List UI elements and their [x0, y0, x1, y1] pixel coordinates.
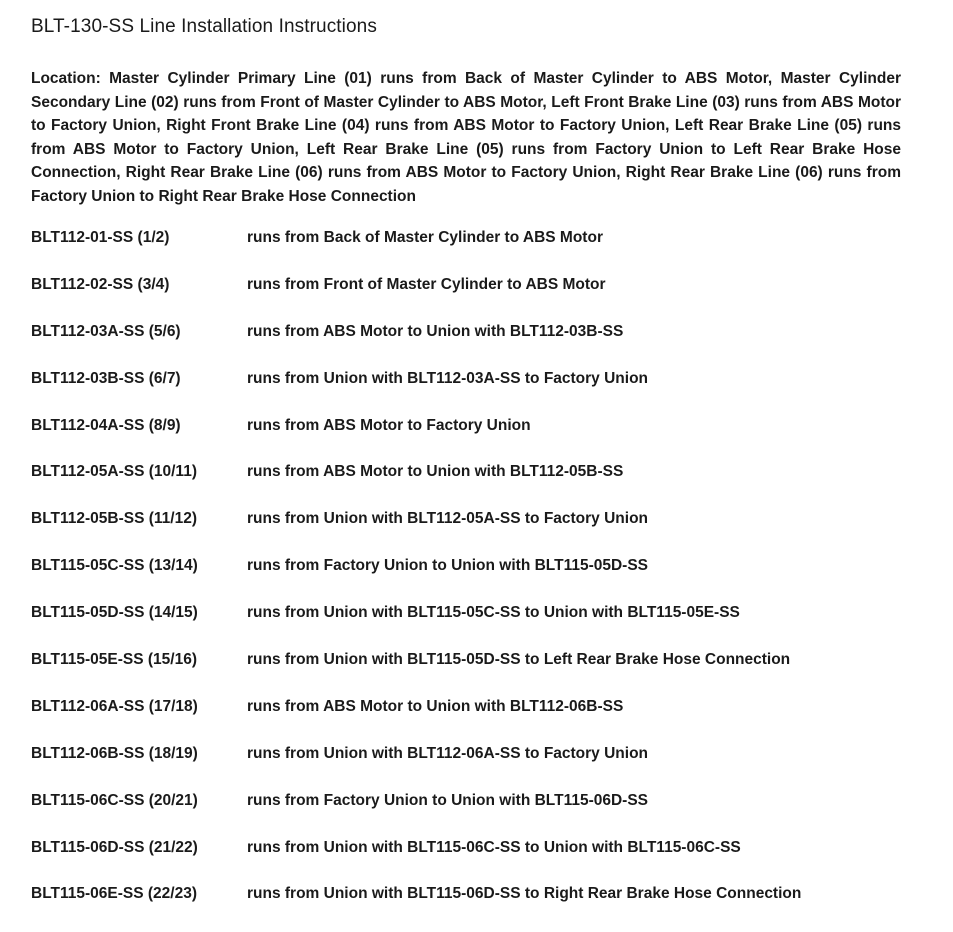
line-row [31, 839, 911, 886]
line-row [31, 792, 911, 839]
document-title: BLT-130-SS Line Installation Instructions [31, 16, 377, 37]
line-part-number: BLT112-03B-SS (6/7) [31, 369, 181, 387]
line-part-number: BLT115-06D-SS (21/22) [31, 838, 198, 856]
line-route: runs from Union with BLT112-03A-SS to Factory Union [247, 369, 649, 387]
line-part-number: BLT115-05E-SS (15/16) [31, 651, 197, 669]
line-route: runs from Union with BLT115-06D-SS to Right Rear Brake Hose Connection [247, 885, 802, 903]
line-route: runs from ABS Motor to Factory Union [247, 416, 531, 434]
line-route: runs from Back of Master Cylinder to ABS Motor [247, 229, 603, 246]
line-row [31, 370, 911, 417]
line-route: runs from Union with BLT112-06A-SS to Factory Union [247, 744, 649, 762]
line-row [31, 745, 911, 792]
line-row [31, 323, 911, 370]
line-route: runs from Union with BLT115-05C-SS to Union with BLT115-05E-SS [247, 604, 740, 622]
line-route: runs from Front of Master Cylinder to ABS Motor [247, 275, 606, 293]
line-route: runs from Union with BLT115-06C-SS to Union with BLT115-06C-SS [247, 838, 741, 856]
line-part-number: BLT112-02-SS (3/4) [31, 275, 170, 293]
line-row [31, 885, 911, 932]
line-row [31, 229, 911, 276]
line-part-number: BLT112-01-SS (1/2) [31, 229, 170, 246]
line-part-number: BLT112-05B-SS (11/12) [31, 510, 197, 528]
line-part-number: BLT112-03A-SS (5/6) [31, 322, 181, 340]
line-part-number: BLT115-05D-SS (14/15) [31, 604, 198, 622]
line-part-number: BLT115-06E-SS (22/23) [31, 885, 197, 903]
line-route: runs from Union with BLT112-05A-SS to Factory Union [247, 510, 649, 528]
line-part-number: BLT112-06A-SS (17/18) [31, 697, 198, 715]
line-row [31, 276, 911, 323]
line-part-number: BLT112-06B-SS (18/19) [31, 744, 198, 762]
line-route: runs from ABS Motor to Union with BLT112-06B-SS [247, 697, 624, 715]
line-row [31, 463, 911, 510]
location-paragraph: Location: Master Cylinder Primary Line (01) runs from Back of Master Cylinder to ABS Motor, Master Cylinder Secondary Line (02) runs from Front of Master Cylinder to ABS Motor, Left Front Brake Line (03) runs from ABS Motor to Factory Union, Right Front Brake Line (04) runs from ABS Motor to Factory Union, Left Rear Brake Line (05) runs from ABS Motor to Factory Union, Left Rear Brake Line (05) runs from Factory Union to Left Rear Brake Hose Connection, Right Rear Brake Line (06) runs from ABS Motor to Factory Union, Right Rear Brake Line (06) runs from Factory Union to Right Rear Brake Hose Connection [31, 70, 901, 205]
line-row [31, 604, 911, 651]
line-row [31, 698, 911, 745]
line-part-number: BLT115-06C-SS (20/21) [31, 791, 198, 809]
line-route: runs from Factory Union to Union with BLT115-05D-SS [247, 557, 649, 575]
line-route: runs from Factory Union to Union with BLT115-06D-SS [247, 791, 649, 809]
line-route: runs from ABS Motor to Union with BLT112-03B-SS [247, 322, 624, 340]
line-route: runs from ABS Motor to Union with BLT112-05B-SS [247, 463, 624, 481]
line-row [31, 651, 911, 698]
line-route: runs from Union with BLT115-05D-SS to Left Rear Brake Hose Connection [247, 651, 791, 669]
line-part-number: BLT112-04A-SS (8/9) [31, 416, 181, 434]
line-list [31, 229, 911, 932]
line-row [31, 417, 911, 464]
line-row [31, 510, 911, 557]
line-part-number: BLT115-05C-SS (13/14) [31, 557, 198, 575]
line-row [31, 557, 911, 604]
line-part-number: BLT112-05A-SS (10/11) [31, 463, 197, 481]
